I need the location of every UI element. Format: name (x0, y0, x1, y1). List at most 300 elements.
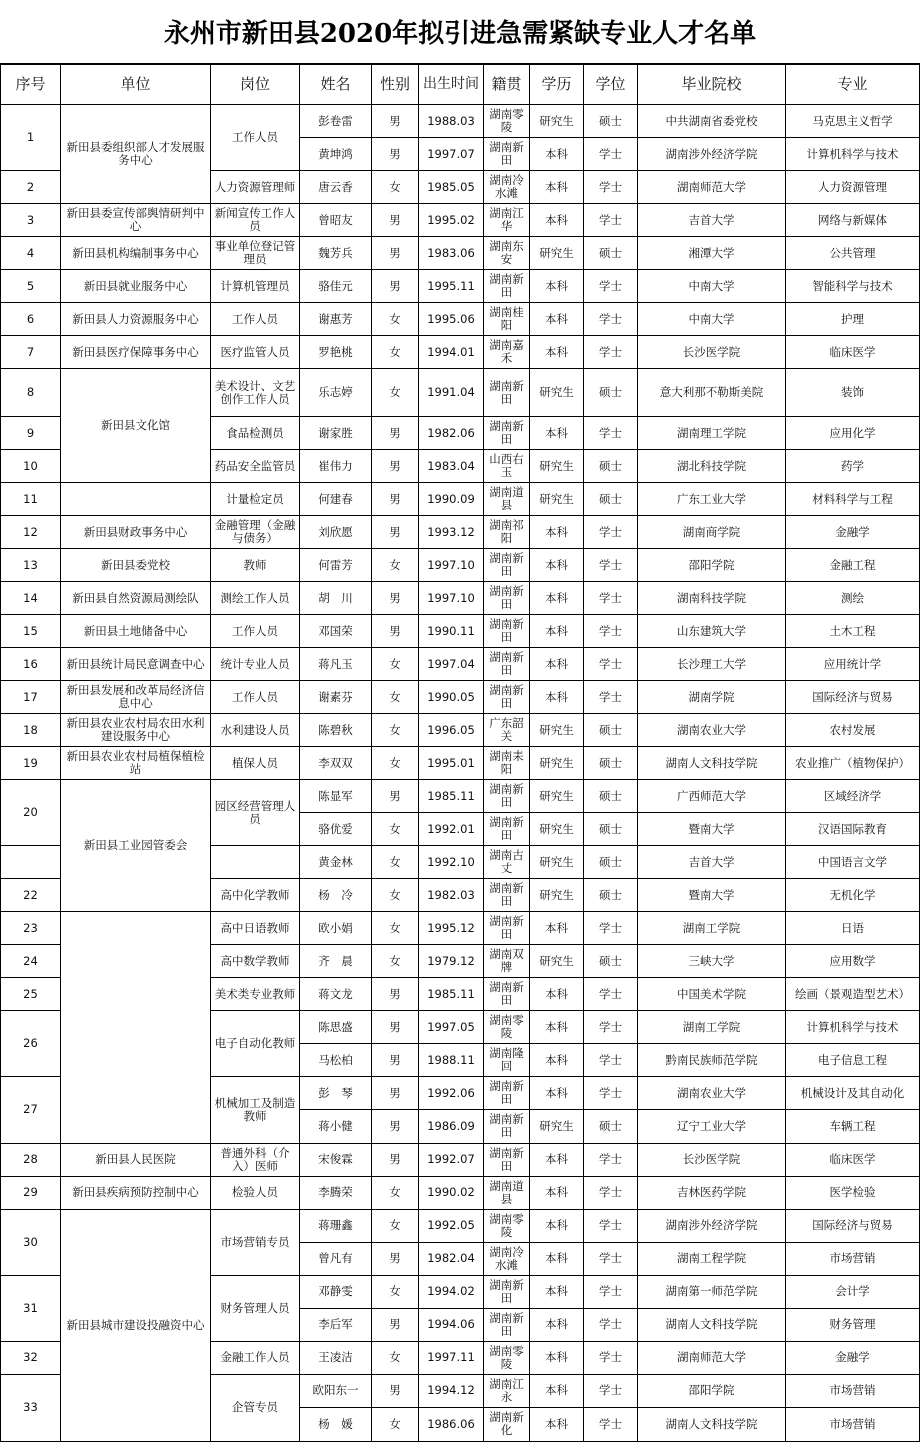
name-cell: 何建春 (300, 483, 372, 516)
name-cell: 黄金林 (300, 846, 372, 879)
birth-cell: 1983.06 (419, 237, 484, 270)
gender-cell: 女 (372, 681, 419, 714)
name-cell: 蒋文龙 (300, 978, 372, 1011)
school-cell: 湖南师范大学 (638, 171, 786, 204)
unit-cell: 新田县工业园管委会 (61, 780, 211, 912)
degree-cell: 学士 (584, 1044, 638, 1077)
native-cell: 广东韶关 (484, 714, 530, 747)
gender-cell: 女 (372, 912, 419, 945)
degree-cell: 学士 (584, 1308, 638, 1341)
post-cell: 水利建设人员 (211, 714, 300, 747)
seq-cell: 16 (1, 648, 61, 681)
gender-cell: 男 (372, 270, 419, 303)
header-post: 岗位 (211, 65, 300, 105)
seq-cell: 11 (1, 483, 61, 516)
seq-cell: 24 (1, 945, 61, 978)
table-row (1, 747, 920, 780)
native-cell: 湖南冷水滩 (484, 1242, 530, 1275)
major-cell: 无机化学 (786, 879, 920, 912)
major-cell: 农业推广（植物保护） (786, 747, 920, 780)
seq-cell: 3 (1, 204, 61, 237)
birth-cell: 1992.06 (419, 1077, 484, 1110)
name-cell: 曾昭友 (300, 204, 372, 237)
name-cell: 李双双 (300, 747, 372, 780)
birth-cell: 1985.11 (419, 978, 484, 1011)
post-cell: 园区经营管理人员 (211, 780, 300, 846)
post-cell: 金融工作人员 (211, 1341, 300, 1374)
seq-cell (1, 846, 61, 879)
major-cell: 护理 (786, 303, 920, 336)
native-cell: 湖南新田 (484, 549, 530, 582)
edu-cell: 本科 (530, 1341, 584, 1374)
major-cell: 市场营销 (786, 1242, 920, 1275)
birth-cell: 1994.02 (419, 1275, 484, 1308)
major-cell: 会计学 (786, 1275, 920, 1308)
degree-cell: 学士 (584, 303, 638, 336)
major-cell: 金融学 (786, 516, 920, 549)
native-cell: 湖南耒阳 (484, 747, 530, 780)
major-cell: 应用统计学 (786, 648, 920, 681)
unit-cell: 新田县农业农村局农田水利建设服务中心 (61, 714, 211, 747)
degree-cell: 硕士 (584, 813, 638, 846)
post-cell: 测绘工作人员 (211, 582, 300, 615)
seq-cell: 5 (1, 270, 61, 303)
table-row (1, 1176, 920, 1209)
header-row (1, 65, 920, 105)
school-cell: 湖南工学院 (638, 1011, 786, 1044)
degree-cell: 学士 (584, 417, 638, 450)
major-cell: 装饰 (786, 369, 920, 417)
birth-cell: 1995.01 (419, 747, 484, 780)
table-row (1, 549, 920, 582)
gender-cell: 男 (372, 138, 419, 171)
post-cell: 工作人员 (211, 681, 300, 714)
degree-cell: 学士 (584, 1341, 638, 1374)
gender-cell: 女 (372, 336, 419, 369)
school-cell: 中南大学 (638, 303, 786, 336)
seq-cell: 9 (1, 417, 61, 450)
school-cell: 湖南工学院 (638, 912, 786, 945)
seq-cell: 32 (1, 1341, 61, 1374)
gender-cell: 女 (372, 549, 419, 582)
name-cell: 崔伟力 (300, 450, 372, 483)
table-row (1, 1209, 920, 1242)
birth-cell: 1997.10 (419, 582, 484, 615)
seq-cell: 23 (1, 912, 61, 945)
post-cell: 事业单位登记管理员 (211, 237, 300, 270)
seq-cell: 27 (1, 1077, 61, 1143)
school-cell: 中南大学 (638, 270, 786, 303)
degree-cell: 学士 (584, 549, 638, 582)
native-cell: 湖南新田 (484, 1143, 530, 1176)
school-cell: 湖南农业大学 (638, 714, 786, 747)
birth-cell: 1997.04 (419, 648, 484, 681)
major-cell: 金融学 (786, 1341, 920, 1374)
post-cell: 计算机管理员 (211, 270, 300, 303)
major-cell: 汉语国际教育 (786, 813, 920, 846)
post-cell: 机械加工及制造教师 (211, 1077, 300, 1143)
post-cell: 美术类专业教师 (211, 978, 300, 1011)
seq-cell: 2 (1, 171, 61, 204)
header-seq: 序号 (1, 65, 61, 105)
birth-cell: 1997.10 (419, 549, 484, 582)
birth-cell: 1992.07 (419, 1143, 484, 1176)
school-cell: 中共湖南省委党校 (638, 105, 786, 138)
seq-cell: 28 (1, 1143, 61, 1176)
edu-cell: 研究生 (530, 747, 584, 780)
school-cell: 湖南科技学院 (638, 582, 786, 615)
seq-cell: 26 (1, 1011, 61, 1077)
edu-cell: 本科 (530, 204, 584, 237)
page-title: 永州市新田县2020年拟引进急需紧缺专业人才名单 (0, 0, 920, 64)
gender-cell: 女 (372, 945, 419, 978)
unit-cell: 新田县城市建设投融资中心 (61, 1209, 211, 1441)
edu-cell: 本科 (530, 1308, 584, 1341)
major-cell: 市场营销 (786, 1374, 920, 1407)
native-cell: 湖南零陵 (484, 105, 530, 138)
name-cell: 何雷芳 (300, 549, 372, 582)
edu-cell: 本科 (530, 1176, 584, 1209)
name-cell: 杨 冷 (300, 879, 372, 912)
native-cell: 湖南新田 (484, 780, 530, 813)
native-cell: 湖南新田 (484, 1275, 530, 1308)
header-degree: 学位 (584, 65, 638, 105)
table-row (1, 237, 920, 270)
school-cell: 湖北科技学院 (638, 450, 786, 483)
degree-cell: 硕士 (584, 369, 638, 417)
birth-cell: 1988.03 (419, 105, 484, 138)
degree-cell: 学士 (584, 204, 638, 237)
table-row (1, 1143, 920, 1176)
degree-cell: 学士 (584, 1176, 638, 1209)
school-cell: 长沙医学院 (638, 1143, 786, 1176)
school-cell: 湖南工程学院 (638, 1242, 786, 1275)
gender-cell: 男 (372, 780, 419, 813)
name-cell: 胡 川 (300, 582, 372, 615)
major-cell: 市场营销 (786, 1407, 920, 1441)
edu-cell: 本科 (530, 516, 584, 549)
gender-cell: 男 (372, 1242, 419, 1275)
school-cell: 广东工业大学 (638, 483, 786, 516)
major-cell: 区域经济学 (786, 780, 920, 813)
major-cell: 计算机科学与技术 (786, 138, 920, 171)
name-cell: 欧小娟 (300, 912, 372, 945)
edu-cell: 本科 (530, 582, 584, 615)
edu-cell: 研究生 (530, 369, 584, 417)
major-cell: 国际经济与贸易 (786, 1209, 920, 1242)
major-cell: 测绘 (786, 582, 920, 615)
degree-cell: 硕士 (584, 450, 638, 483)
name-cell: 骆优爱 (300, 813, 372, 846)
name-cell: 罗艳桃 (300, 336, 372, 369)
gender-cell: 女 (372, 1341, 419, 1374)
major-cell: 药学 (786, 450, 920, 483)
native-cell: 湖南江永 (484, 1374, 530, 1407)
unit-cell: 新田县就业服务中心 (61, 270, 211, 303)
major-cell: 农村发展 (786, 714, 920, 747)
major-cell: 人力资源管理 (786, 171, 920, 204)
header-edu: 学历 (530, 65, 584, 105)
major-cell: 国际经济与贸易 (786, 681, 920, 714)
unit-cell: 新田县人力资源服务中心 (61, 303, 211, 336)
major-cell: 计算机科学与技术 (786, 1011, 920, 1044)
unit-cell: 新田县统计局民意调查中心 (61, 648, 211, 681)
native-cell: 湖南新田 (484, 1110, 530, 1143)
school-cell: 湖南理工学院 (638, 417, 786, 450)
gender-cell: 男 (372, 1374, 419, 1407)
post-cell: 人力资源管理师 (211, 171, 300, 204)
native-cell: 湖南零陵 (484, 1011, 530, 1044)
name-cell: 陈碧秋 (300, 714, 372, 747)
degree-cell: 学士 (584, 1275, 638, 1308)
seq-cell: 19 (1, 747, 61, 780)
post-cell: 检验人员 (211, 1176, 300, 1209)
native-cell: 湖南双牌 (484, 945, 530, 978)
table-row (1, 270, 920, 303)
major-cell: 公共管理 (786, 237, 920, 270)
school-cell: 湖南商学院 (638, 516, 786, 549)
degree-cell: 硕士 (584, 747, 638, 780)
degree-cell: 硕士 (584, 945, 638, 978)
school-cell: 邵阳学院 (638, 549, 786, 582)
header-major: 专业 (786, 65, 920, 105)
native-cell: 湖南新田 (484, 912, 530, 945)
name-cell: 乐志婷 (300, 369, 372, 417)
post-cell: 高中化学教师 (211, 879, 300, 912)
name-cell: 李腾荣 (300, 1176, 372, 1209)
table-row (1, 714, 920, 747)
name-cell: 邓国荣 (300, 615, 372, 648)
degree-cell: 硕士 (584, 483, 638, 516)
native-cell: 湖南新田 (484, 648, 530, 681)
table-row (1, 648, 920, 681)
native-cell: 湖南新田 (484, 615, 530, 648)
name-cell: 蒋凡玉 (300, 648, 372, 681)
header-birth: 出生时间 (419, 65, 484, 105)
edu-cell: 本科 (530, 336, 584, 369)
school-cell: 湖南农业大学 (638, 1077, 786, 1110)
name-cell: 谢家胜 (300, 417, 372, 450)
table-row (1, 582, 920, 615)
gender-cell: 男 (372, 1308, 419, 1341)
gender-cell: 女 (372, 648, 419, 681)
gender-cell: 女 (372, 171, 419, 204)
table-row (1, 681, 920, 714)
edu-cell: 本科 (530, 138, 584, 171)
post-cell: 普通外科（介入）医师 (211, 1143, 300, 1176)
name-cell: 王凌洁 (300, 1341, 372, 1374)
seq-cell: 8 (1, 369, 61, 417)
school-cell: 湖南人文科技学院 (638, 1308, 786, 1341)
degree-cell: 硕士 (584, 879, 638, 912)
name-cell: 宋俊霖 (300, 1143, 372, 1176)
edu-cell: 研究生 (530, 846, 584, 879)
gender-cell: 女 (372, 813, 419, 846)
edu-cell: 研究生 (530, 945, 584, 978)
post-cell (211, 846, 300, 879)
school-cell: 湖南师范大学 (638, 1341, 786, 1374)
birth-cell: 1991.04 (419, 369, 484, 417)
edu-cell: 本科 (530, 1011, 584, 1044)
native-cell: 湖南东安 (484, 237, 530, 270)
post-cell: 金融管理（金融与债务） (211, 516, 300, 549)
native-cell: 湖南江华 (484, 204, 530, 237)
gender-cell: 男 (372, 417, 419, 450)
edu-cell: 本科 (530, 303, 584, 336)
name-cell: 欧阳东一 (300, 1374, 372, 1407)
gender-cell: 女 (372, 747, 419, 780)
unit-cell: 新田县文化馆 (61, 369, 211, 483)
name-cell: 刘欣愿 (300, 516, 372, 549)
school-cell: 中国美术学院 (638, 978, 786, 1011)
seq-cell: 15 (1, 615, 61, 648)
post-cell: 企管专员 (211, 1374, 300, 1441)
edu-cell: 本科 (530, 648, 584, 681)
birth-cell: 1986.09 (419, 1110, 484, 1143)
name-cell: 彭卷雷 (300, 105, 372, 138)
birth-cell: 1996.05 (419, 714, 484, 747)
gender-cell: 男 (372, 1044, 419, 1077)
name-cell: 陈显军 (300, 780, 372, 813)
native-cell: 湖南古丈 (484, 846, 530, 879)
table-row (1, 204, 920, 237)
major-cell: 土木工程 (786, 615, 920, 648)
native-cell: 湖南新田 (484, 813, 530, 846)
edu-cell: 研究生 (530, 879, 584, 912)
seq-cell: 7 (1, 336, 61, 369)
school-cell: 吉林医药学院 (638, 1176, 786, 1209)
gender-cell: 男 (372, 1011, 419, 1044)
seq-cell: 13 (1, 549, 61, 582)
degree-cell: 学士 (584, 978, 638, 1011)
gender-cell: 男 (372, 615, 419, 648)
gender-cell: 男 (372, 978, 419, 1011)
edu-cell: 本科 (530, 1242, 584, 1275)
school-cell: 湖南人文科技学院 (638, 1407, 786, 1441)
degree-cell: 学士 (584, 912, 638, 945)
table-row (1, 615, 920, 648)
birth-cell: 1990.05 (419, 681, 484, 714)
native-cell: 湖南嘉禾 (484, 336, 530, 369)
major-cell: 材料科学与工程 (786, 483, 920, 516)
table-row (1, 369, 920, 417)
post-cell: 统计专业人员 (211, 648, 300, 681)
major-cell: 应用化学 (786, 417, 920, 450)
gender-cell: 男 (372, 1077, 419, 1110)
birth-cell: 1994.01 (419, 336, 484, 369)
birth-cell: 1986.06 (419, 1407, 484, 1441)
name-cell: 唐云香 (300, 171, 372, 204)
gender-cell: 女 (372, 879, 419, 912)
native-cell: 湖南新田 (484, 1077, 530, 1110)
native-cell: 湖南道县 (484, 1176, 530, 1209)
native-cell: 湖南新田 (484, 270, 530, 303)
degree-cell: 学士 (584, 138, 638, 171)
gender-cell: 男 (372, 1143, 419, 1176)
name-cell: 曾凡有 (300, 1242, 372, 1275)
unit-cell (61, 912, 211, 1143)
gender-cell: 男 (372, 105, 419, 138)
name-cell: 邓静雯 (300, 1275, 372, 1308)
school-cell: 山东建筑大学 (638, 615, 786, 648)
birth-cell: 1982.03 (419, 879, 484, 912)
school-cell: 三峡大学 (638, 945, 786, 978)
post-cell: 美术设计、文艺创作工作人员 (211, 369, 300, 417)
seq-cell: 31 (1, 1275, 61, 1341)
post-cell: 财务管理人员 (211, 1275, 300, 1341)
birth-cell: 1992.10 (419, 846, 484, 879)
school-cell: 长沙医学院 (638, 336, 786, 369)
edu-cell: 研究生 (530, 105, 584, 138)
table-row (1, 516, 920, 549)
major-cell: 绘画（景观造型艺术） (786, 978, 920, 1011)
name-cell: 魏芳兵 (300, 237, 372, 270)
name-cell: 彭 琴 (300, 1077, 372, 1110)
major-cell: 中国语言文学 (786, 846, 920, 879)
birth-cell: 1979.12 (419, 945, 484, 978)
post-cell: 市场营销专员 (211, 1209, 300, 1275)
unit-cell: 新田县机构编制事务中心 (61, 237, 211, 270)
school-cell: 邵阳学院 (638, 1374, 786, 1407)
major-cell: 网络与新媒体 (786, 204, 920, 237)
major-cell: 马克思主义哲学 (786, 105, 920, 138)
school-cell: 暨南大学 (638, 813, 786, 846)
major-cell: 医学检验 (786, 1176, 920, 1209)
major-cell: 日语 (786, 912, 920, 945)
native-cell: 湖南新田 (484, 369, 530, 417)
name-cell: 陈思盛 (300, 1011, 372, 1044)
edu-cell: 本科 (530, 912, 584, 945)
header-name: 姓名 (300, 65, 372, 105)
birth-cell: 1992.01 (419, 813, 484, 846)
degree-cell: 学士 (584, 171, 638, 204)
edu-cell: 本科 (530, 1407, 584, 1441)
post-cell: 高中日语教师 (211, 912, 300, 945)
edu-cell: 本科 (530, 549, 584, 582)
name-cell: 蒋小健 (300, 1110, 372, 1143)
major-cell: 应用数学 (786, 945, 920, 978)
gender-cell: 男 (372, 450, 419, 483)
degree-cell: 学士 (584, 336, 638, 369)
school-cell: 湖南涉外经济学院 (638, 1209, 786, 1242)
native-cell: 湖南零陵 (484, 1209, 530, 1242)
major-cell: 金融工程 (786, 549, 920, 582)
school-cell: 长沙理工大学 (638, 648, 786, 681)
native-cell: 山西右玉 (484, 450, 530, 483)
school-cell: 暨南大学 (638, 879, 786, 912)
edu-cell: 本科 (530, 1077, 584, 1110)
school-cell: 湖南人文科技学院 (638, 747, 786, 780)
native-cell: 湖南零陵 (484, 1341, 530, 1374)
gender-cell: 男 (372, 237, 419, 270)
name-cell: 李后军 (300, 1308, 372, 1341)
gender-cell: 女 (372, 846, 419, 879)
table-row (1, 780, 920, 813)
birth-cell: 1995.02 (419, 204, 484, 237)
birth-cell: 1997.05 (419, 1011, 484, 1044)
birth-cell: 1988.11 (419, 1044, 484, 1077)
birth-cell: 1985.11 (419, 780, 484, 813)
degree-cell: 学士 (584, 1407, 638, 1441)
post-cell: 食品检测员 (211, 417, 300, 450)
post-cell: 工作人员 (211, 105, 300, 171)
edu-cell: 研究生 (530, 714, 584, 747)
post-cell: 植保人员 (211, 747, 300, 780)
degree-cell: 硕士 (584, 105, 638, 138)
birth-cell: 1983.04 (419, 450, 484, 483)
school-cell: 湖南涉外经济学院 (638, 138, 786, 171)
school-cell: 广西师范大学 (638, 780, 786, 813)
